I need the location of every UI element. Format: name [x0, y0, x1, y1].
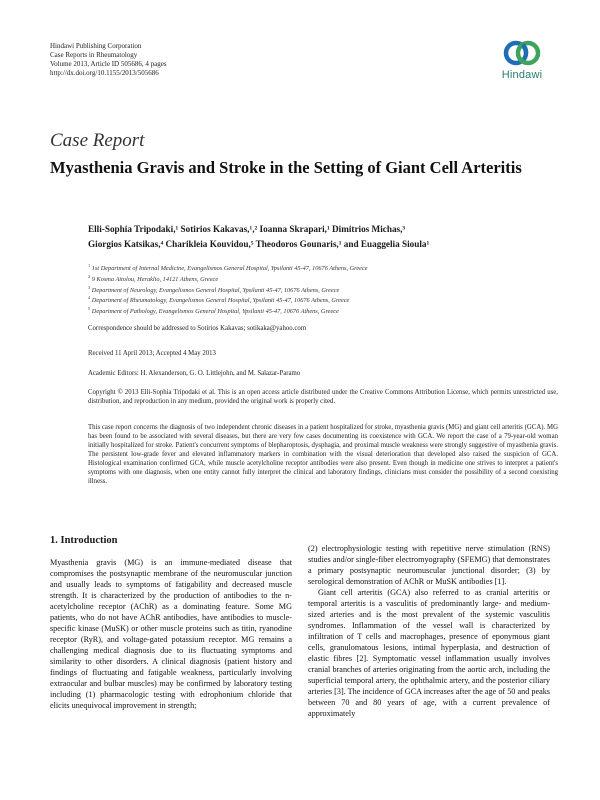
affiliation-item: [88, 264, 558, 275]
authors-line-1: Elli-Sophia Tripodaki,¹ Sotirios Kakavas,¹,² Ioanna Skrapari,¹ Dimitrios Michas,³: [88, 224, 406, 234]
affiliation-text: 9 Kosma Aitolou, Heraklio, 14121 Athens, Greece: [91, 275, 219, 283]
received-dates: Received 11 April 2013; Accepted 4 May 2013: [88, 350, 216, 357]
journal-name: Case Reports in Rheumatology: [50, 51, 138, 59]
authors-line-2: Giorgios Katsikas,⁴ Charikleia Kouvidou,⁵ Theodoros Gounaris,¹ and Euaggelia Sioula¹: [88, 239, 430, 249]
body-paragraph: (2) electrophysiologic testing with repetitive nerve stimulation (RNS) studies and/or single-fiber electromyography (SFEMG) that demonstrates a primary postsynaptic neuromuscular junctional disorder; (3) by serological demonstration of AChR or MuSK antibodies [1].: [308, 544, 550, 586]
affiliation-number: 2: [88, 273, 91, 279]
hindawi-logo: [496, 38, 548, 81]
affiliation-text: Department of Rheumatology, Evangelismos General Hospital, Ypsilanti 45-47, 10676 Athens, Greece: [91, 297, 350, 305]
body-paragraph: Myasthenia gravis (MG) is an immune-mediated disease that compromises the postsynaptic membrane of the neuromuscular junction and usually leads to symptoms of fatigability and decreased muscle strength. It is characterized by the production of antibodies to the n-acetylcholine receptor (AChR) as a dominating feature. Some MG patients, who do not have AChR antibodies, have antibodies to muscle-specific kinase (MuSK) or other muscle proteins such as titin, ryanodine receptor (RyR), and voltage-gated potassium receptor. MG remains a challenging medical diagnosis due to its fluctuating symptoms and similarity to other disorders. A clinical diagnosis (patient history and findings of fluctuating and fatigable weakness, particularly involving extraocular and bulbar muscles) may be confirmed by laboratory testing including (1) pharmacologic testing with edrophonium chloride that elicits unequivocal improvement in strength;: [50, 558, 292, 710]
body-column-left: [50, 557, 292, 711]
logo-wordmark: Hindawi: [501, 69, 543, 81]
section-title-introduction: 1. Introduction: [50, 535, 118, 546]
article-type: Case Report: [50, 130, 145, 151]
publisher-name: Hindawi Publishing Corporation: [50, 42, 142, 50]
academic-editors: Academic Editors: H. Alexanderson, G. O. Littlejohn, and M. Salazar-Paramo: [88, 370, 301, 377]
affiliation-item: [88, 307, 558, 318]
author-list: [88, 222, 558, 252]
correspondence: Correspondence should be addressed to Sotirios Kakavas; sotikaka@yahoo.com: [88, 325, 307, 332]
affiliation-number: 1: [88, 262, 91, 268]
body-column-right: [308, 543, 550, 719]
copyright-notice: Copyright © 2013 Elli-Sophia Tripodaki et al. This is an open access article distributed under the Creative Commons Attribution License, which permits unrestricted use, distribution, and reproduction in any medium, provided the original work is properly cited.: [88, 389, 558, 405]
volume-info: Volume 2013, Article ID 505686, 4 pages: [50, 60, 167, 68]
abstract: This case report concerns the diagnosis of two independent chronic diseases in a patient hospitalized for stroke, myasthenia gravis (MG) and giant cell arteritis (GCA). MG has been found to be associated with several diseases, but there are very few cases documenting its coexistence with GCA. We report the case of a 79-year-old woman initially hospitalized for stroke. Patient's concurrent symptoms of blepharoptosis, dysphagia, and proximal muscle weakness were strongly suggestive of myasthenia gravis. The persistent low-grade fever and elevated inflammatory markers in combination with the visual deterioration that developed also raised the suspicion of GCA. Histological examination confirmed GCA, while muscle acetylcholine receptor antibodies were also present. Even though in medicine one strives to interpret a patient's symptoms with one diagnosis, when one entity cannot fully interpret the clinical and laboratory findings, clinicians must consider the possibility of a second coexisting illness.: [88, 424, 558, 485]
affiliation-item: [88, 296, 558, 307]
affiliation-text: Department of Neurology, Evangelismos General Hospital, Ypsilanti 45-47, 10676 Athens, Greece: [91, 286, 340, 294]
article-title: Myasthenia Gravis and Stroke in the Setting of Giant Cell Arteritis: [50, 158, 522, 177]
affiliation-item: [88, 275, 558, 286]
doi-link[interactable]: http://dx.doi.org/10.1155/2013/505686: [50, 69, 159, 77]
affiliation-number: 4: [88, 295, 91, 301]
body-paragraph: Giant cell arteritis (GCA) also referred to as cranial arteritis or temporal arteritis is a vasculitis of predominantly large- and medium-sized arteries and is the most prevalent of the systemic vasculitis syndromes. Inflammation of the vessel wall is characterized by infiltration of T cells and macrophages, presence of eponymous giant cells, granulomatous lesions, intimal hyperplasia, and destruction of elastic fibres [2]. Symptomatic vessel inflammation usually involves cranial branches of arteries originating from the aortic arch, including the superficial temporal artery, the ophthalmic artery, and the posterior ciliary arteries [3]. The incidence of GCA increases after the age of 50 and peaks between 70 and 80 years of age, with a current prevalence of approximately: [308, 588, 550, 718]
affiliation-text: 1st Department of Internal Medicine, Evangelismos General Hospital, Ypsilanti 45-47, 10676 Athens, Greece: [91, 265, 368, 272]
affiliation-number: 5: [88, 306, 91, 312]
affiliation-text: Department of Pathology, Evangelismos General Hospital, Ypsilanti 45-47, 10676 Athens, Greece: [91, 308, 339, 316]
journal-header: [50, 42, 167, 78]
affiliation-number: 3: [88, 284, 91, 290]
affiliation-item: [88, 286, 558, 297]
hindawi-rings-icon: [502, 38, 542, 68]
affiliations: [88, 264, 558, 318]
